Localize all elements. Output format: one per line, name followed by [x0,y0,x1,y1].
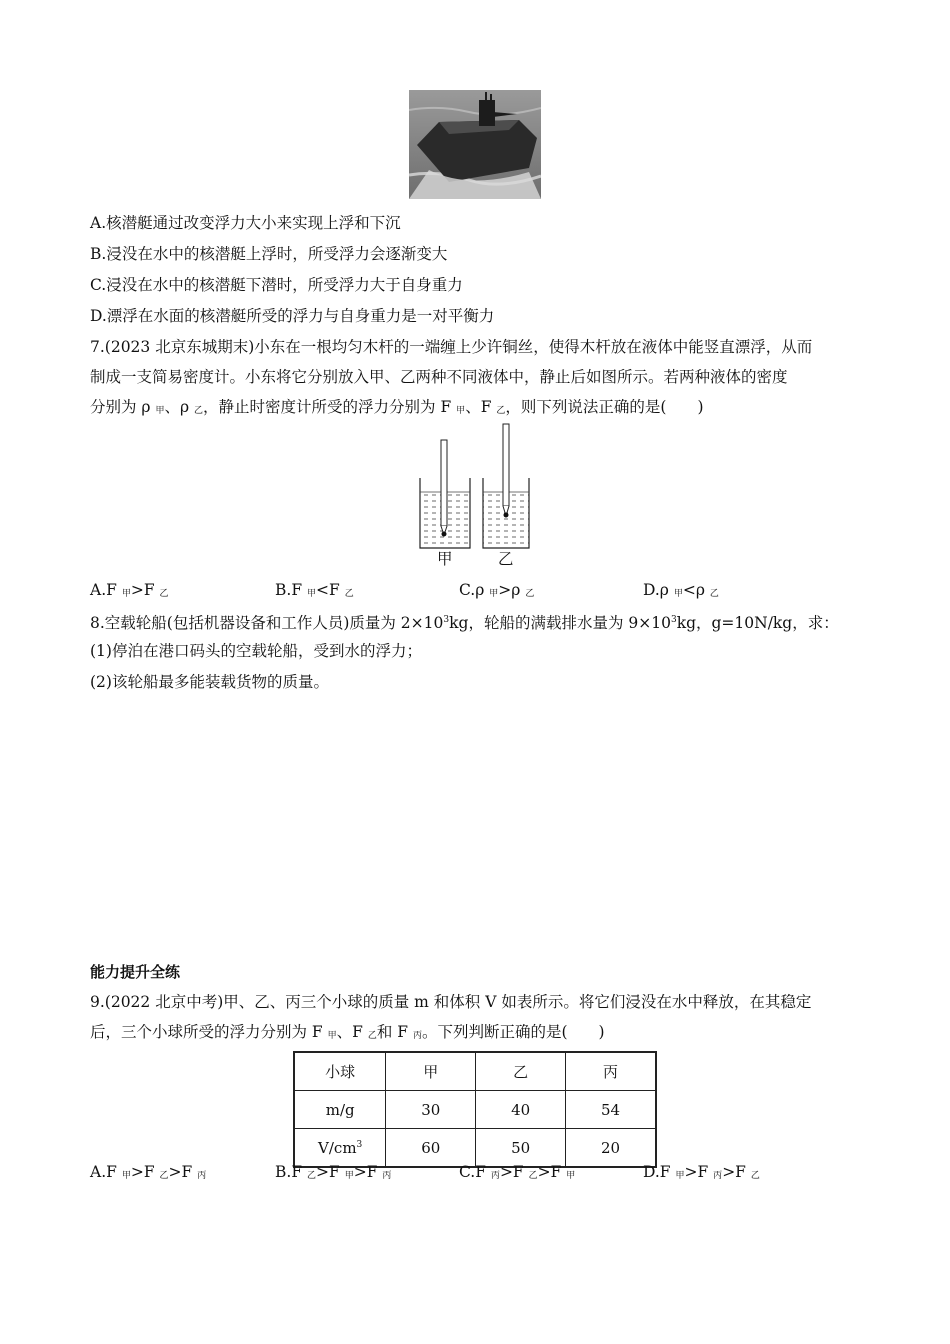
q8-line1: 8.空载轮船(包括机器设备和工作人员)质量为 $2\times 10^3kg$，轮船的满载排水量为 $9\times 10^3kg$，g=10N/kg，求： [90,614,839,632]
q9-option-d: D.F $_甲$>F $_丙$>F $_乙$ [643,1163,760,1181]
table-cell: m/g [294,1091,386,1129]
q9-line2: 后，三个小球所受的浮力分别为 F $_甲$、F $_乙$和 F $_丙$。下列判断正确的是( ) [90,1023,605,1041]
densimeter-figure [415,420,535,550]
table-row [294,1052,656,1091]
table-cell: 50 [476,1129,566,1168]
table-cell: 甲 [386,1052,476,1091]
q9-option-b: B.F $_乙$>F $_甲$>F $_丙$ [275,1163,392,1181]
q9-option-a: A.F $_甲$>F $_乙$>F $_丙$ [90,1163,207,1181]
beaker-jia [420,440,470,548]
q6-option-d: D.漂浮在水面的核潜艇所受的浮力与自身重力是一对平衡力 [90,307,495,325]
fig-label-yi: 乙 [498,550,514,568]
table-cell: 54 [566,1091,656,1129]
table-cell: $V/cm^3$ [294,1129,386,1168]
q9-line1: 9.(2022 北京中考)甲、乙、丙三个小球的质量 m 和体积 V 如表所示。将它们浸没在水中释放，在其稳定 [90,993,812,1011]
q7-line1: 7.(2023 北京东城期末)小东在一根均匀木杆的一端缠上少许铜丝，使得木杆放在液体中能竖直漂浮，从而 [90,338,813,356]
q8-sub2: (2)该轮船最多能装载货物的质量。 [90,673,329,691]
table-cell: 20 [566,1129,656,1168]
section-title: 能力提升全练 [90,963,181,981]
table-row [294,1091,656,1129]
q9-option-c: C.F $_丙$>F $_乙$>F $_甲$ [459,1163,576,1181]
q6-option-a: A.核潜艇通过改变浮力大小来实现上浮和下沉 [90,214,401,232]
q7-option-d: D.ρ $_甲$<ρ $_乙$ [643,581,719,599]
q7-line2: 制成一支简易密度计。小东将它分别放入甲、乙两种不同液体中，静止后如图所示。若两种液体的密度 [90,368,788,386]
q8-sub1: (1)停泊在港口码头的空载轮船，受到水的浮力； [90,642,422,660]
beaker-yi [483,424,529,548]
submarine-photo [409,90,541,199]
q7-option-a: A.F $_甲$>F $_乙$ [90,581,169,599]
table-cell: 30 [386,1091,476,1129]
q6-option-c: C.浸没在水中的核潜艇下潜时，所受浮力大于自身重力 [90,276,463,294]
ball-table [293,1051,657,1168]
q6-option-b: B.浸没在水中的核潜艇上浮时，所受浮力会逐渐变大 [90,245,448,263]
table-cell: 40 [476,1091,566,1129]
table-cell: 乙 [476,1052,566,1091]
table-cell: 丙 [566,1052,656,1091]
table-cell: 60 [386,1129,476,1168]
table-cell: 小球 [294,1052,386,1091]
q7-line3: 分别为 ρ $_甲$、ρ $_乙$，静止时密度计所受的浮力分别为 F $_甲$、F $_乙$，则下列说法正确的是( ) [90,398,704,416]
q7-option-c: C.ρ $_甲$>ρ $_乙$ [459,581,535,599]
q7-option-b: B.F $_甲$<F $_乙$ [275,581,354,599]
fig-label-jia: 甲 [437,550,453,568]
